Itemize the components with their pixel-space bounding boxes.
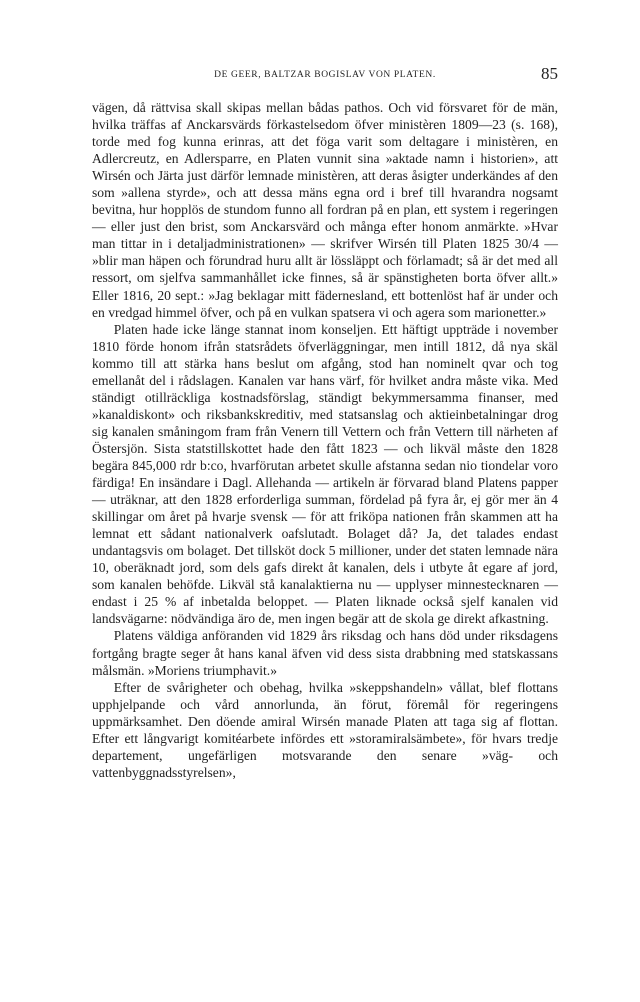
page-header <box>92 64 558 88</box>
body-text <box>92 99 558 781</box>
paragraph-4: Efter de svårigheter och obehag, hvilka »skeppshandeln» vållat, blef flottans upphjelpande och vård annorlunda, än förut, föremål för regeringens uppmärksamhet. Den döende amiral Wirsén manade Platen att taga sig af flottan. Efter ett långvarigt komitéarbete infördes ett »storamiralsämbete», för hvars tredje departement, ungefärligen motsvarande den senare »väg- och vattenbyggnadsstyrelsen», <box>92 679 558 780</box>
running-head: DE GEER, BALTZAR BOGISLAV VON PLATEN. <box>214 70 436 80</box>
paragraph-3: Platens väldiga anföranden vid 1829 års riksdag och hans död under riksdagens fortgång bragte seger åt hans kanal äfven vid dess sista drabbning med statskassans målsmän. »Moriens triumphavit.» <box>92 628 558 678</box>
paragraph-1: vägen, då rättvisa skall skipas mellan bådas pathos. Och vid försvaret för de män, hvilka träffas af Anckarsvärds förkastelsedom öfver ministèren 1809—23 (s. 168), torde med fog kunna erinras, att det föga varit som deltagare i ministèren, en Adlercreutz, en Adlersparre, en Platen vunnit sina »aktade namn i historien», att Wirsén och Järta just därför lemnade ministèren, att deras åsigter underkändes af den som »allena styrde», och att dessa mäns egna ord i bref till hvarandra nogsamt bevitna, hur hopplös de stundom funno all fordran på en plan, ett system i regeringen — eller just den brist, som Anckarsvärd och många efter honom anmärkte. »Hvar man tittar in i detaljadministrationen» — skrifver Wirsén till Platen 1825 30/4 — »blir man häpen och förundrad huru allt är lössläppt och förlamadt; så är det med all ressort, om sjelfva sammanhållet icke finnes, så är spänstigheten borta öfver allt.» Eller 1816, 20 sept.: »Jag beklagar mitt fädernesland, ett bottenlöst haf är under och en vredgad himmel öfver, och på en vulkan spatsera vi och agera som marionetter.» <box>92 100 558 320</box>
paragraph-2: Platen hade icke länge stannat inom konseljen. Ett häftigt uppträde i november 1810 förde honom ifrån statsrådets öfverläggningar, men intill 1812, då nya skäl kommo till att stärka hans beslut om afgång, stod han nominelt qvar och tog emellanåt del i rådslagen. Kanalen var hans värf, för hvilket andra måste vika. Med ständigt otillräckliga kostnadsförslag, ständigt bekymmersamma finanser, med »kanaldiskont» och riksbankskreditiv, med statsanslag och aktieinbetalningar drog sig kanalen småningom fram från Venern till Vettern och från Vettern till närheten af Östersjön. Sista statstillskottet hade den fått 1823 — och likväl måste den 1828 begära 845,000 rdr b:co, hvarförutan arbetet skulle afstanna sedan nio tiondelar voro färdiga! En insändare i Dagl. Allehanda — artikeln är förvarad bland Platens papper — uträknar, att den 1828 erforderliga summan, fördelad på fyra år, ej gör mer än 4 skillingar om året på hvarje svensk — för att friköpa nationen från skammen att ha lemnat ett sådant nationalverk oafslutadt. Bolaget då? Ja, det talades endast undantagsvis om bolaget. Det tillsköt dock 5 millioner, under det staten lemnade nära 10, oberäknadt jord, som dels gafs direkt åt kanalen, dels i utbyte åt egare af jord, som kanalen behöfde. Likväl stå kanalaktierna nu — upplyser minnestecknaren — endast i 25 % af inbetalda beloppet. — Platen liknade också sjelf kanalen vid landsvägarne: nödvändiga äro de, men ingen begär att de skola ge direkt afkastning. <box>92 321 558 627</box>
page-number: 85 <box>541 64 558 83</box>
